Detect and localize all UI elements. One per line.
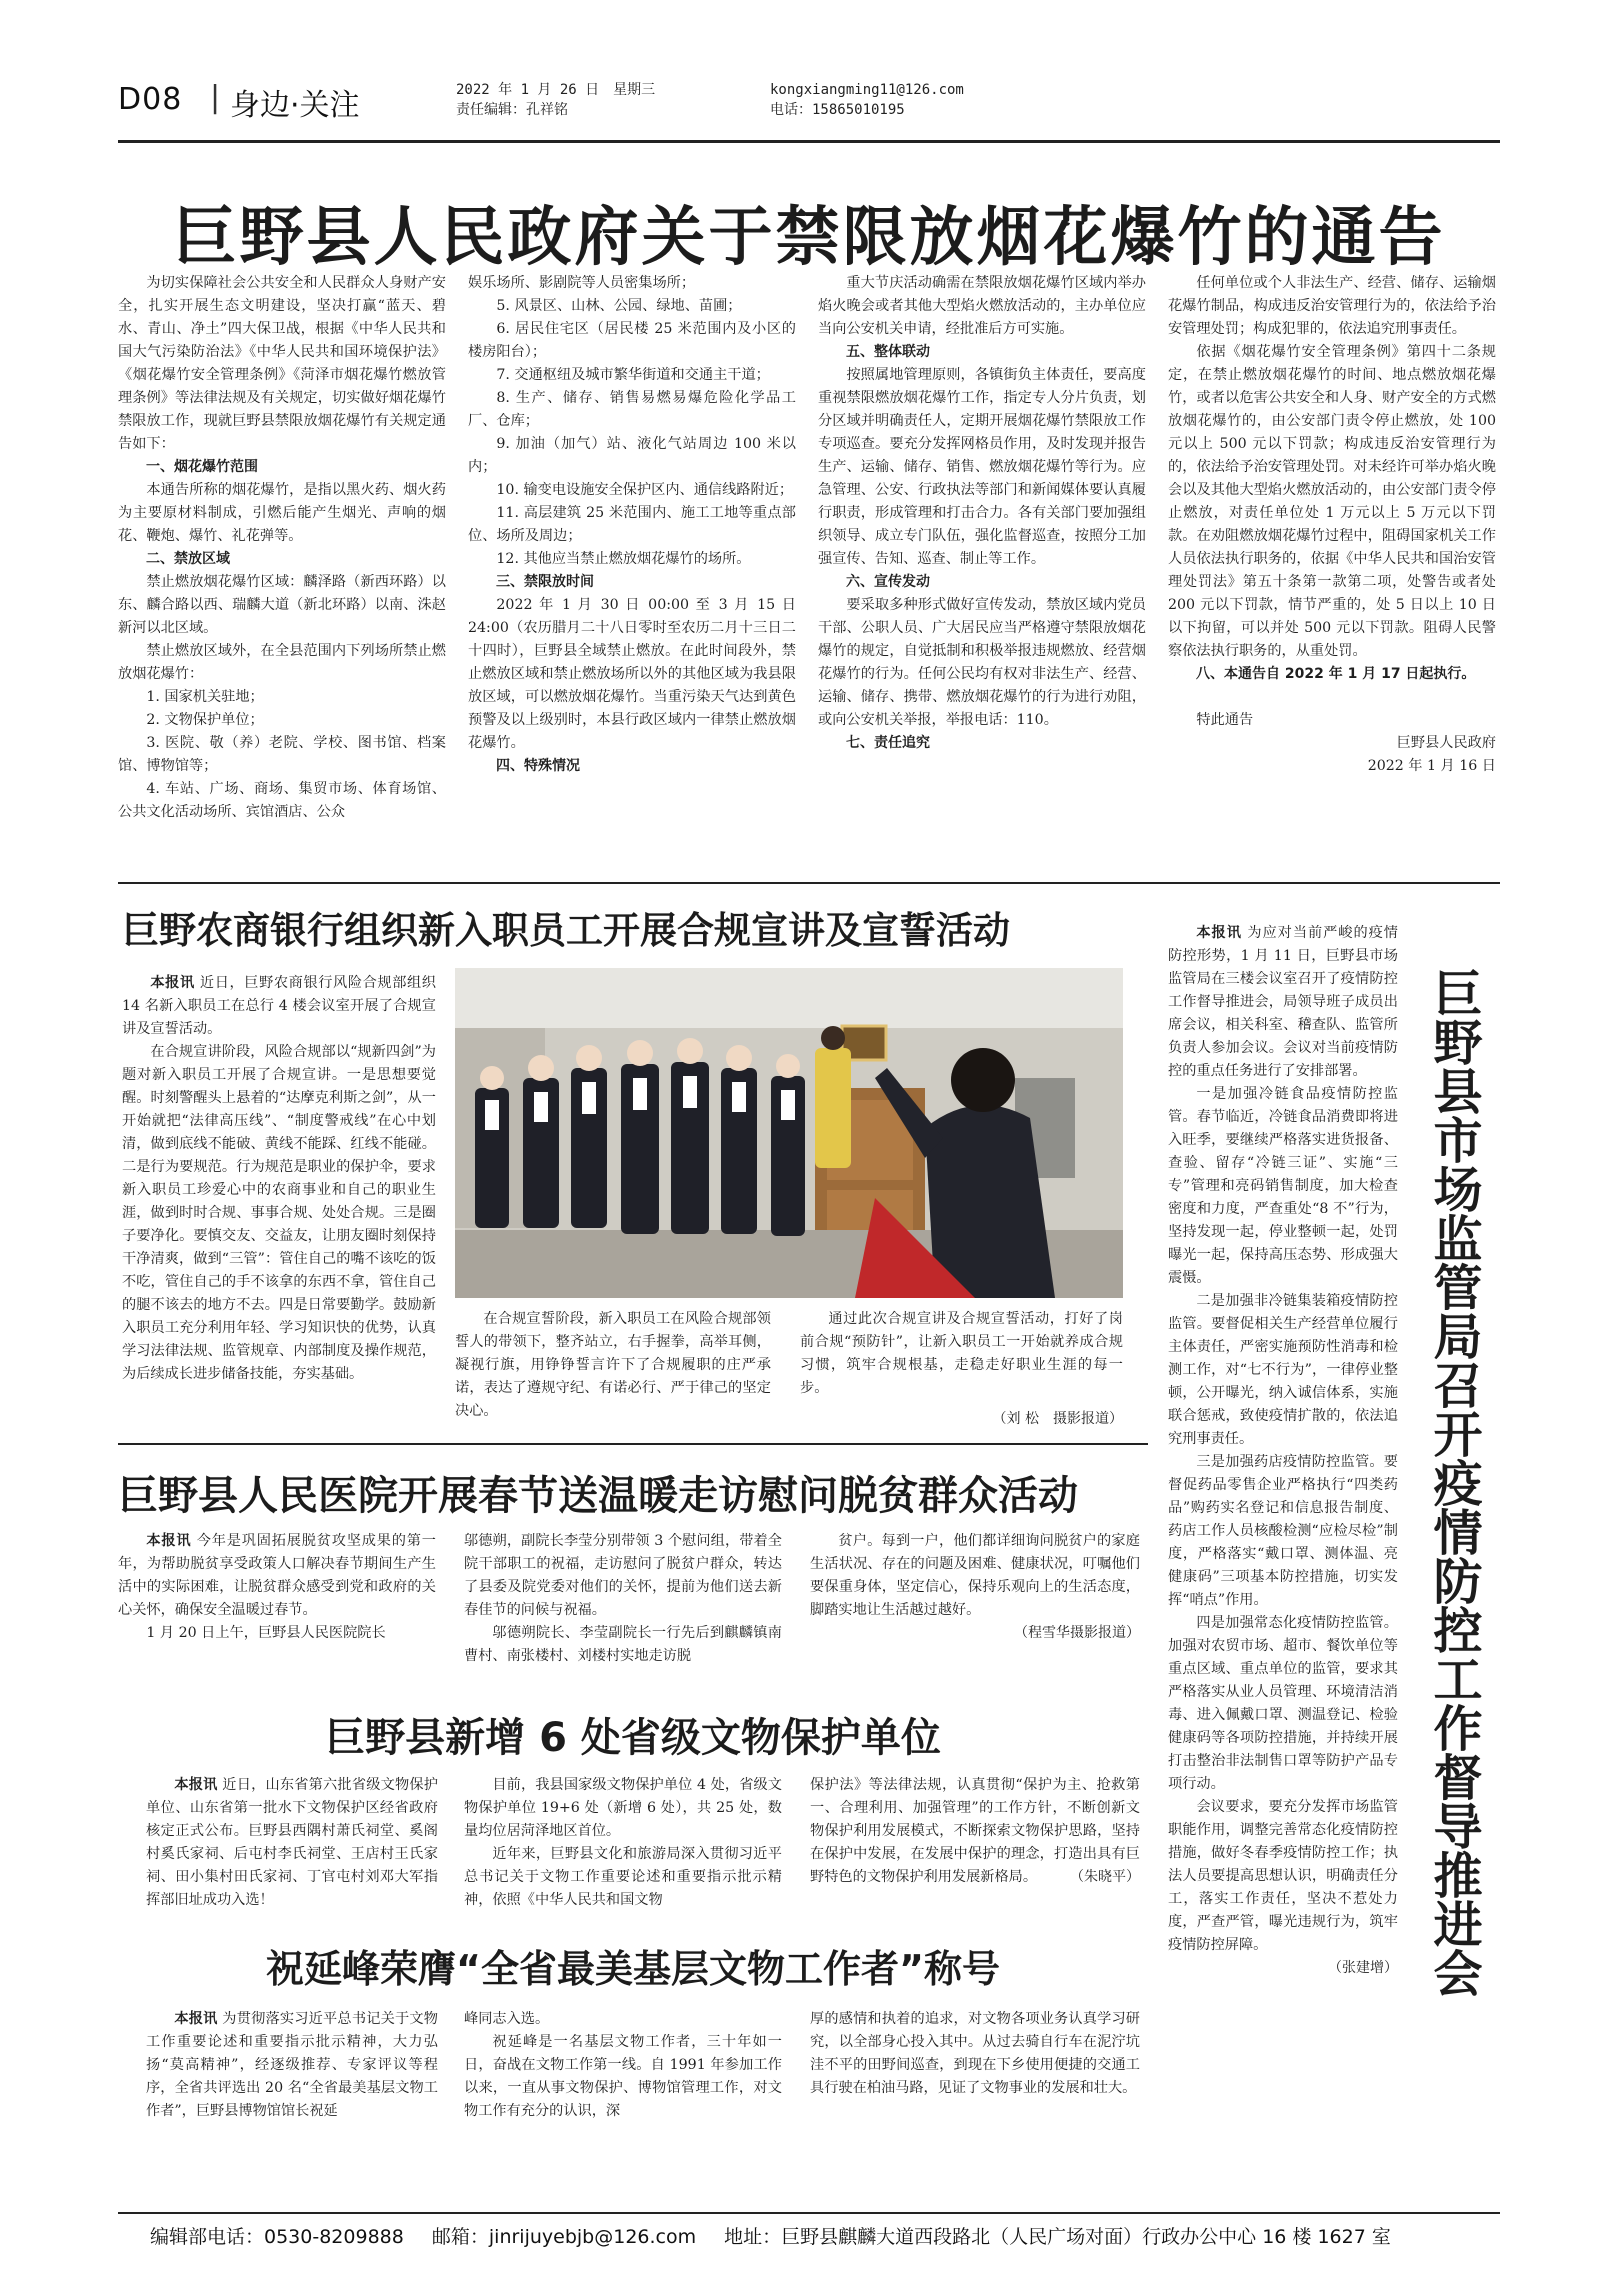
bank-headline: 巨野农商银行组织新入职员工开展合规宣讲及宣誓活动 <box>122 909 1010 952</box>
relics-para-4: 保护法》等法律法规，认真贯彻“保护为主、抢救第一、合理利用、加强管理”的工作方针，不断创新文物保护利用发展模式，不断探索文物保护思路，坚持在保护中发展，在发展中保护的理念，打造出具有巨野特色的文物保护利用发展新格局。 <box>810 1777 1140 1885</box>
market-para-6: 会议要求，要充分发挥市场监管职能作用，调整完善常态化疫情防控措施，做好冬春季疫情防控工作；执法人员要提高思想认识，明确责任分工，落实工作责任，坚决不惹处力度，严查严管，曝光违规行为，筑牢疫情防控屏障。 <box>1168 1799 1398 1953</box>
header-rule <box>118 140 1500 143</box>
market-headline-vertical: 巨野县市场监管局召开疫情防控工作督导推进会 <box>1433 966 1483 2003</box>
hospital-para-2: 1 月 20 日上午，巨野县人民医院院长 <box>146 1625 386 1641</box>
oath-ceremony-photo <box>455 968 1123 1298</box>
bank-para-4: 通过此次合规宣讲及合规宣誓活动，打好了岗前合规“预防针”，让新入职员工一开始就养成合规习惯，筑牢合规根基，走稳走好职业生涯的每一步。 <box>800 1311 1123 1396</box>
page-code: D08 <box>118 82 183 117</box>
hospital-column-2 <box>464 1530 782 1668</box>
editor-email: kongxiangming11@126.com <box>770 82 964 98</box>
relics-credit: （朱晓平） <box>1070 1869 1140 1885</box>
bank-column-1 <box>122 972 436 1386</box>
paragraph: 2. 文物保护单位； <box>146 712 264 728</box>
paragraph: 10. 输变电设施安全保护区内、通信线路附近； <box>496 482 794 498</box>
relics-column-1 <box>146 1774 438 1912</box>
page-header <box>118 78 1498 140</box>
page-footer <box>150 2222 1490 2249</box>
section-subheading: 二、禁放区域 <box>146 551 230 567</box>
relics-lead: 本报讯 <box>174 1777 218 1793</box>
paragraph: 6. 居民住宅区（居民楼 25 米范围内及小区的楼房阳台）； <box>468 321 796 360</box>
paragraph: 邬德朔院长、李莹副院长一行先后到麒麟镇南曹村、南张楼村、刘楼村实地走访脱 <box>464 1625 782 1664</box>
paragraph: 特此通告 <box>1196 712 1254 728</box>
section-subheading: 五、整体联动 <box>846 344 930 360</box>
section-divider <box>118 1443 1148 1445</box>
bank-para-3: 在合规宣誓阶段，新入职员工在风险合规部领誓人的带领下，整齐站立，右手握拳，高举耳侧，凝视行旗，用铮铮誓言许下了合规履职的庄严承诺，表达了遵规守纪、有诺必行、严于律己的坚定决心。 <box>455 1311 771 1419</box>
section-subheading: 四、特殊情况 <box>496 758 580 774</box>
paragraph: 9. 加油（加气）站、液化气站周边 100 米以内； <box>468 436 796 475</box>
section-subheading: 一、烟花爆竹范围 <box>146 459 258 475</box>
honor-column-3 <box>810 2008 1140 2100</box>
paragraph: 任何单位或个人非法生产、经营、储存、运输烟花爆竹制品，构成违反治安管理行为的，依法给予治安管理处罚；构成犯罪的，依法追究刑事责任。 <box>1168 275 1496 337</box>
honor-column-1 <box>146 2008 438 2123</box>
bank-column-3 <box>800 1308 1123 1431</box>
paragraph: 按照属地管理原则，各镇街负主体责任，要高度重视禁限燃放烟花爆竹工作，指定专人分片负责，划分区域并明确责任人，定期开展烟花爆竹禁限放工作专项巡查。要充分发挥网格员作用，及时发现并报告生产、运输、储存、销售、燃放烟花爆竹等行为。应急管理、公安、行政执法等部门和新闻媒体要认真履行职责，形成管理和打击合力。各有关部门要加强组织领导、成立专门队伍，强化监督巡查，按照分工加强宣传、告知、巡查、制止等工作。 <box>818 367 1146 567</box>
footer-address: 地址：巨野县麒麟大道西段路北（人民广场对面）行政办公中心 16 楼 1627 室 <box>724 2226 1391 2248</box>
section-subheading: 六、宣传发动 <box>846 574 930 590</box>
editor-phone: 电话：15865010195 <box>770 102 905 118</box>
footer-rule <box>118 2212 1500 2214</box>
market-para-4: 三是加强药店疫情防控监管。要督促药品零售企业严格执行“四类药品”购药实名登记和信息报告制度、药店工作人员核酸检测“应检尽检”制度，严格落实“戴口罩、测体温、亮健康码”三项基本防控措施，切实发挥“哨点”作用。 <box>1168 1454 1398 1608</box>
paragraph: 2022 年 1 月 30 日 00:00 至 3 月 15 日 24:00（农历腊月二十八日零时至农历二月十三日二十四时），巨野县全域禁止燃放。在此时间段外，禁止燃放区域和禁止燃放场所以外的其他区域为我县限放区域，可以燃放烟花爆竹。当重污染天气达到黄色预警及以上级别时，本县行政区域内一律禁止燃放烟花爆竹。 <box>468 597 796 751</box>
section-divider <box>118 882 1500 884</box>
paragraph: 3. 医院、敬（养）老院、学校、图书馆、档案馆、博物馆等； <box>118 735 446 774</box>
market-lead: 本报讯 <box>1196 925 1242 941</box>
hospital-column-3 <box>810 1530 1140 1645</box>
honor-headline: 祝延峰荣膺“全省最美基层文物工作者”称号 <box>266 1947 1000 1991</box>
paragraph: 1. 国家机关驻地； <box>146 689 264 705</box>
honor-lead: 本报讯 <box>174 2011 218 2027</box>
market-credit: （张建增） <box>1328 1960 1398 1976</box>
paragraph: 依据《烟花爆竹安全管理条例》第四十二条规定，在禁止燃放烟花爆竹的时间、地点燃放烟花爆竹，或者以危害公共安全和人身、财产安全的方式燃放烟花爆竹的，由公安部门责令停止燃放，处 100 元以上 500 元以下罚款；构成违反治安管理行为的，依法给予治安管理处罚。对未经许可举办焰火晚会以及其他大型焰火燃放活动的，由公安部门责令停止燃放，对责任单位处 1 万元以上 5 万元以下罚款。在劝阻燃放烟花爆竹过程中，阻碍国家机关工作人员依法执行职务的，依据《中华人民共和国治安管理处罚法》第五十条第一款第二项，处警告或者处 200 元以下罚款，情节严重的，处 5 日以上 10 日以下拘留，可以并处 500 元以下罚款。阻碍人民警察依法执行职务的，从重处罚。 <box>1168 344 1496 659</box>
relics-para-2: 目前，我县国家级文物保护单位 4 处，省级文物保护单位 19+6 处（新增 6 处），共 25 处，数量均位居菏泽地区首位。 <box>464 1777 782 1839</box>
section-subheading: 七、责任追究 <box>846 735 930 751</box>
honor-para-1: 为贯彻落实习近平总书记关于文物工作重要论述和重要指示批示精神，大力弘扬“莫高精神”，经逐级推荐、专家评议等程序，全省共评选出 20 名“全省最美基层文物工作者”，巨野县博物馆馆长祝延 <box>146 2011 438 2119</box>
bank-photo-credit: （刘 松 摄影报道） <box>992 1411 1123 1427</box>
section-subheading: 三、禁限放时间 <box>496 574 594 590</box>
relics-para-1: 近日，山东省第六批省级文物保护单位、山东省第一批水下文物保护区经省政府核定正式公布。巨野县西隅村萧氏祠堂、奚阁村奚氏家祠、后屯村李氏祠堂、王店村王氏家祠、田小集村田氏家祠、丁官屯村刘邓大军指挥部旧址成功入选！ <box>146 1777 438 1908</box>
notice-headline: 巨野县人民政府关于禁限放烟花爆竹的通告 <box>172 201 1446 275</box>
market-para-3: 二是加强非冷链集装箱疫情防控监管。要督促相关生产经营单位履行主体责任，严密实施预防性消毒和检测工作，对“七不行为”，一律停业整顿，公开曝光，纳入诚信体系，实施联合惩戒，致使疫情扩散的，依法追究刑事责任。 <box>1168 1293 1398 1447</box>
honor-para-3: 祝延峰是一名基层文物工作者，三十年如一日，奋战在文物工作第一线。自 1991 年参加工作以来，一直从事文物保护、博物馆管理工作，对文物工作有充分的认识，深 <box>464 2034 782 2119</box>
issue-date: 2022 年 1 月 26 日 星期三 <box>456 82 656 98</box>
market-column <box>1168 922 1398 1980</box>
hospital-credit: （程雪华摄影报道） <box>1014 1625 1140 1641</box>
paragraph: 本通告所称的烟花爆竹，是指以黑火药、烟火药为主要原材料制成，引燃后能产生烟光、声响的烟花、鞭炮、爆竹、礼花弹等。 <box>118 482 446 544</box>
notice-column-3 <box>818 272 1146 755</box>
honor-para-4: 厚的感情和执着的追求，对文物各项业务认真学习研究，以全部身心投入其中。从过去骑自行车在泥泞坑洼不平的田野间巡查，到现在下乡使用便捷的交通工具行驶在柏油马路，见证了文物事业的发展和壮大。 <box>810 2011 1140 2096</box>
paragraph: 禁止燃放烟花爆竹区域：麟泽路（新西环路）以东、麟合路以西、瑞麟大道（新北环路）以南、洙赵新河以北区域。 <box>118 574 446 636</box>
paragraph: 8. 生产、储存、销售易燃易爆危险化学品工厂、仓库； <box>468 390 796 429</box>
hospital-headline: 巨野县人民医院开展春节送温暖走访慰问脱贫群众活动 <box>118 1473 1078 1519</box>
paragraph: 2022 年 1 月 16 日 <box>1367 758 1496 774</box>
bank-column-2 <box>455 1308 771 1423</box>
paragraph: 5. 风景区、山林、公园、绿地、苗圃； <box>496 298 742 314</box>
hospital-para-4: 贫户。每到一户，他们都详细询问脱贫户的家庭生活状况、存在的问题及困难、健康状况，叮嘱他们要保重身体，坚定信心，保持乐观向上的生活态度，脚踏实地让生活越过越好。 <box>810 1533 1140 1618</box>
bank-para-2: 在合规宣讲阶段，风险合规部以“规新四剑”为题对新入职员工开展了合规宣讲。一是思想要觉醒。时刻警醒头上悬着的“达摩克利斯之剑”，从一开始就把“法律高压线”、“制度警戒线”在心中划清，做到底线不能破、黄线不能踩、红线不能碰。二是行为要规范。行为规范是职业的保护伞，要求新入职员工珍爱心中的农商事业和自己的职业生涯，做到时时合规、事事合规、处处合规。三是圈子要净化。要慎交友、交益友，让朋友圈时刻保持干净清爽，做到“三管”：管住自己的嘴不该吃的饭不吃，管住自己的手不该拿的东西不拿，管住自己的腿不该去的地方不去。四是日常要勤学。鼓励新入职员工充分利用年轻、学习知识快的优势，认真学习法律法规、监管规章、内部制度及操作规范，为后续成长进步储备技能，夯实基础。 <box>122 1044 436 1382</box>
bank-para-1: 近日，巨野农商银行风险合规部组织 14 名新入职员工在总行 4 楼会议室开展了合规宣讲及宣誓活动。 <box>122 975 436 1037</box>
relics-headline: 巨野县新增 6 处省级文物保护单位 <box>325 1715 941 1761</box>
section-subheading: 八、本通告自 2022 年 1 月 17 日起执行。 <box>1196 666 1476 682</box>
relics-column-3 <box>810 1774 1140 1889</box>
relics-para-3: 近年来，巨野县文化和旅游局深入贯彻习近平总书记关于文物工作重要论述和重要指示批示精神，依照《中华人民共和国文物 <box>464 1846 782 1908</box>
notice-column-4 <box>1168 272 1496 778</box>
market-para-1: 为应对当前严峻的疫情防控形势，1 月 11 日，巨野县市场监管局在三楼会议室召开了疫情防控工作督导推进会，局领导班子成员出席会议，相关科室、稽查队、监管所负责人参加会议。会议对当前疫情防控的重点任务进行了安排部署。 <box>1168 925 1398 1079</box>
section-name: 身边·关注 <box>230 88 360 123</box>
responsible-editor: 责任编辑：孔祥铭 <box>456 102 568 118</box>
paragraph: 重大节庆活动确需在禁限放烟花爆竹区域内举办焰火晚会或者其他大型焰火燃放活动的，主办单位应当向公安机关申请，经批准后方可实施。 <box>818 275 1146 337</box>
hospital-column-1 <box>118 1530 436 1645</box>
hospital-para-1: 今年是巩固拓展脱贫攻坚成果的第一年，为帮助脱贫享受政策人口解决春节期间生产生活中的实际困难，让脱贫群众感受到党和政府的关心关怀，确保安全温暖过春节。 <box>118 1533 436 1618</box>
paragraph: 12. 其他应当禁止燃放烟花爆竹的场所。 <box>496 551 751 567</box>
relics-column-2 <box>464 1774 782 1912</box>
paragraph: 为切实保障社会公共安全和人民群众人身财产安全，扎实开展生态文明建设，坚决打赢“蓝天、碧水、青山、净土”四大保卫战，根据《中华人民共和国大气污染防治法》《中华人民共和国环境保护法》《烟花爆竹安全管理条例》《菏泽市烟花爆竹燃放管理条例》等法律法规及有关规定，切实做好烟花爆竹禁限放工作，现就巨野县禁限放烟花爆竹有关规定通告如下： <box>118 275 446 452</box>
notice-column-2 <box>468 272 796 778</box>
paragraph: 禁止燃放区域外，在全县范围内下列场所禁止燃放烟花爆竹： <box>118 643 446 682</box>
paragraph: 巨野县人民政府 <box>1396 735 1496 751</box>
paragraph: 7. 交通枢纽及城市繁华街道和交通主干道； <box>496 367 770 383</box>
market-para-5: 四是加强常态化疫情防控监管。加强对农贸市场、超市、餐饮单位等重点区域、重点单位的监管，要求其严格落实从业人员管理、环境清洁消毒、进入佩戴口罩、测温登记、检验健康码等各项防控措施，并持续开展打击整治非法制售口罩等防护产品专项行动。 <box>1168 1615 1398 1792</box>
footer-phone: 编辑部电话：0530-8209888 <box>150 2226 404 2248</box>
paragraph: 邬德朔，副院长李莹分别带领 3 个慰问组，带着全院干部职工的祝福，走访慰问了脱贫户群众，转达了县委及院党委对他们的关怀，提前为他们送去新春佳节的问候与祝福。 <box>464 1533 782 1618</box>
market-para-2: 一是加强冷链食品疫情防控监管。春节临近，冷链食品消费即将进入旺季，要继续严格落实进货报备、查验、留存“冷链三证”、实施“三专”管理和亮码销售制度，加大检查密度和力度，严查重处“8 不”行为，坚持发现一起，停业整顿一起，处罚曝光一起，保持高压态势、形成强大震慑。 <box>1168 1086 1398 1286</box>
paragraph: 要采取多种形式做好宣传发动，禁放区域内党员干部、公职人员、广大居民应当严格遵守禁限放烟花爆竹的规定，自觉抵制和积极举报违规燃放、经营烟花爆竹的行为。任何公民均有权对非法生产、经营、运输、储存、携带、燃放烟花爆竹的行为进行劝阻，或向公安机关举报，举报电话：110。 <box>818 597 1146 728</box>
paragraph <box>1168 686 1496 709</box>
notice-column-1 <box>118 272 446 824</box>
paragraph: 11. 高层建筑 25 米范围内、施工工地等重点部位、场所及周边； <box>468 505 796 544</box>
footer-email: 邮箱：jinrijuyebjb@126.com <box>431 2226 697 2248</box>
paragraph: 娱乐场所、影剧院等人员密集场所； <box>468 275 696 291</box>
hospital-lead: 本报讯 <box>146 1533 192 1549</box>
header-separator: | <box>210 80 221 115</box>
bank-lead: 本报讯 <box>150 975 195 991</box>
oath-photo-illustration <box>455 968 1123 1298</box>
honor-para-2: 峰同志入选。 <box>464 2011 550 2027</box>
honor-column-2 <box>464 2008 782 2123</box>
paragraph: 4. 车站、广场、商场、集贸市场、体育场馆、公共文化活动场所、宾馆酒店、公众 <box>118 781 446 820</box>
